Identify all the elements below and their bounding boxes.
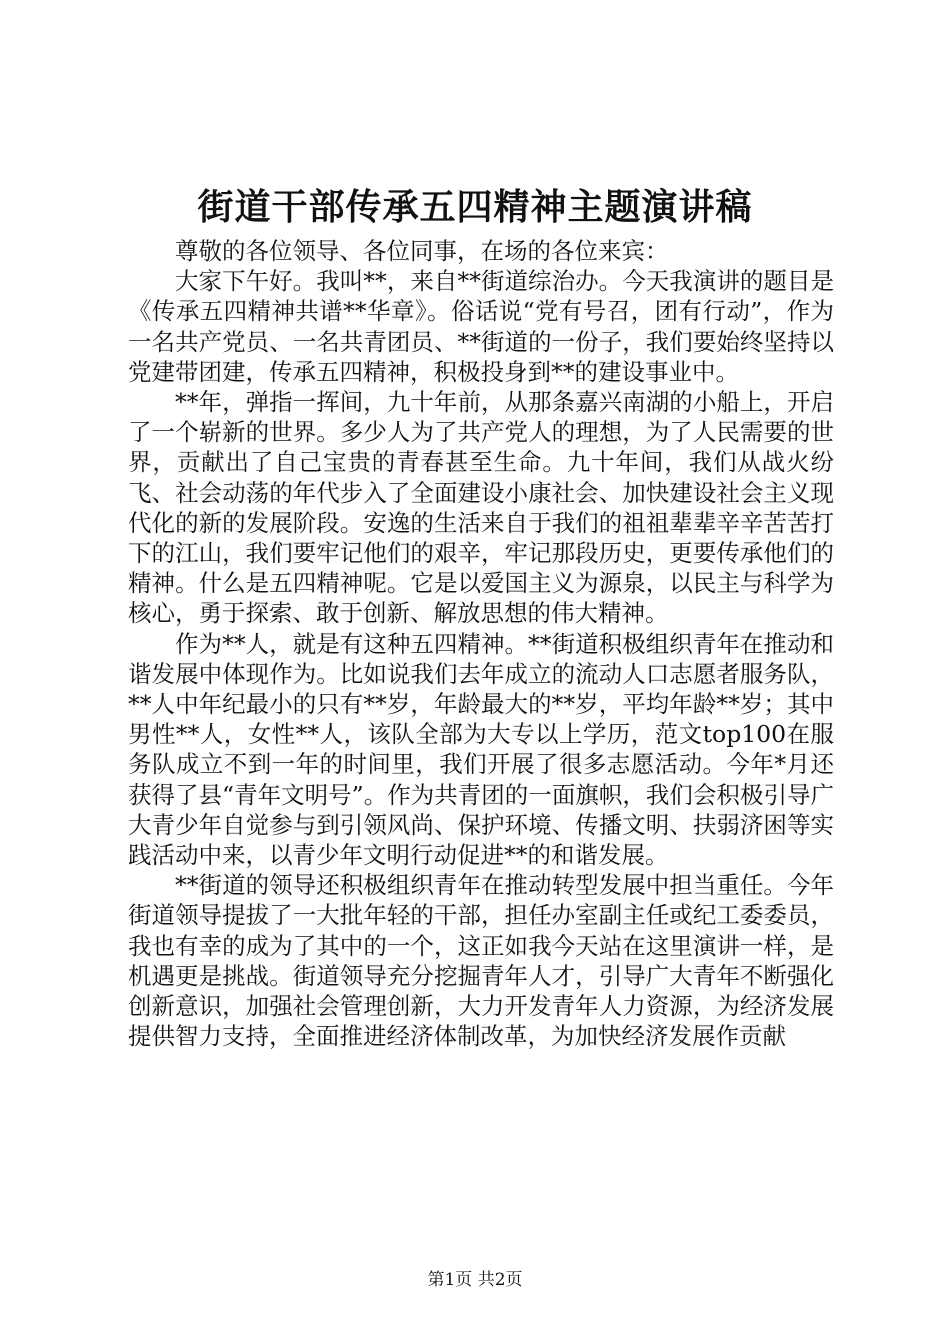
document-body xyxy=(128,236,834,1051)
document-title: 街道干部传承五四精神主题演讲稿 xyxy=(197,186,753,228)
leadership-paragraph: **街道的领导还积极组织青年在推动转型发展中担当重任。今年街道领导提拔了一大批年轻的干部，担任办室副主任或纪工委委员，我也有幸的成为了其中的一个，这正如我今天站在这里演讲一样，是机遇更是挑战。街道领导充分挖掘青年人才，引导广大青年不断强化创新意识，加强社会管理创新，大力开发青年人力资源，为经济发展提供智力支持，全面推进经济体制改革，为加快经济发展作贡献 xyxy=(128,871,834,1051)
intro-paragraph: 大家下午好。我叫**，来自**街道综治办。今天我演讲的题目是《传承五四精神共谱**华章》。俗话说“党有号召，团有行动”，作为一名共产党员、一名共青团员、**街道的一份子，我们要始终坚持以党建带团建，传承五四精神，积极投身到**的建设事业中。 xyxy=(128,267,834,386)
volunteer-paragraph: 作为**人，就是有这种五四精神。**街道积极组织青年在推动和谐发展中体现作为。比如说我们去年成立的流动人口志愿者服务队，**人中年纪最小的只有**岁，年龄最大的**岁，平均年龄**岁；其中男性**人，女性**人，该队全部为大专以上学历，范文top100在服务队成立不到一年的时间里，我们开展了很多志愿活动。今年*月还获得了县“青年文明号”。作为共青团的一面旗帜，我们会积极引导广大青少年自觉参与到引领风尚、保护环境、传播文明、扶弱济困等实践活动中来，以青少年文明行动促进**的和谐发展。 xyxy=(128,629,834,870)
page-number-footer: 第1页 共2页 xyxy=(427,1270,523,1290)
history-paragraph: **年，弹指一挥间，九十年前，从那条嘉兴南湖的小船上，开启了一个崭新的世界。多少人为了共产党人的理想，为了人民需要的世界，贡献出了自己宝贵的青春甚至生命。九十年间，我们从战火纷飞、社会动荡的年代步入了全面建设小康社会、加快建设社会主义现代化的新的发展阶段。安逸的生活来自于我们的祖祖辈辈辛辛苦苦打下的江山，我们要牢记他们的艰辛，牢记那段历史，更要传承他们的精神。什么是五四精神呢。它是以爱国主义为源泉，以民主与科学为核心，勇于探索、敢于创新、解放思想的伟大精神。 xyxy=(128,388,834,628)
salutation-paragraph: 尊敬的各位领导、各位同事，在场的各位来宾： xyxy=(175,237,669,265)
